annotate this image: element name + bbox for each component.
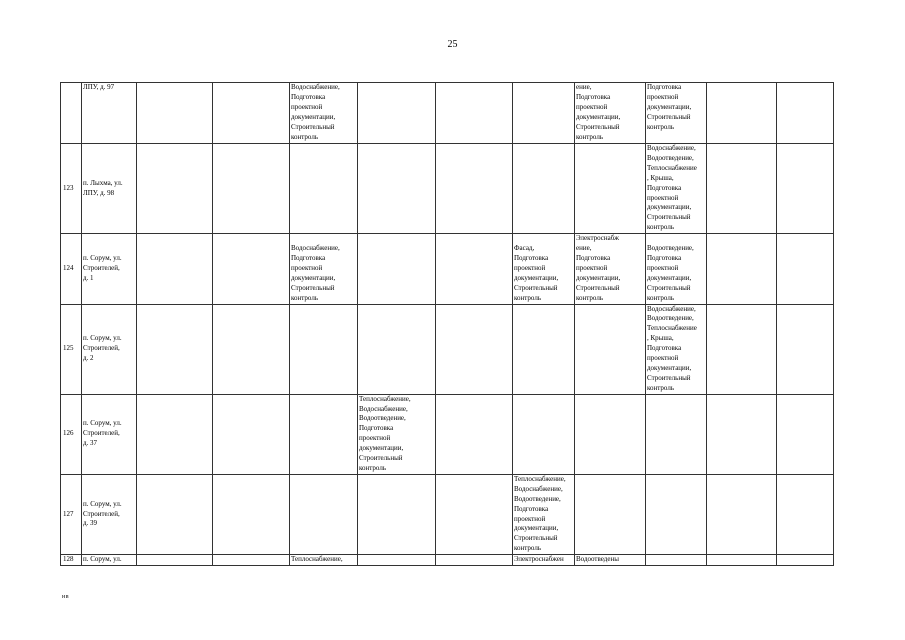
row-number: 127 xyxy=(61,474,82,554)
works-cell xyxy=(290,474,358,554)
works-cell xyxy=(290,394,358,474)
works-cell xyxy=(575,144,646,234)
empty-cell xyxy=(213,394,290,474)
works-cell xyxy=(646,555,707,566)
table-row xyxy=(61,144,834,234)
table-row xyxy=(61,474,834,554)
row-number: 124 xyxy=(61,234,82,304)
works-cell xyxy=(575,394,646,474)
works-cell xyxy=(575,304,646,394)
row-number: 128 xyxy=(61,555,82,566)
empty-cell xyxy=(213,304,290,394)
empty-cell xyxy=(213,555,290,566)
works-cell xyxy=(513,304,575,394)
empty-cell xyxy=(707,234,777,304)
empty-cell xyxy=(137,474,213,554)
works-cell xyxy=(358,144,436,234)
empty-cell xyxy=(777,83,834,144)
empty-cell xyxy=(707,83,777,144)
works-cell xyxy=(513,83,575,144)
address-cell: ЛПУ, д. 97 xyxy=(82,83,137,144)
works-cell: Теплоснабжение, xyxy=(290,555,358,566)
empty-cell xyxy=(707,394,777,474)
empty-cell xyxy=(137,555,213,566)
works-cell xyxy=(646,474,707,554)
works-cell xyxy=(358,304,436,394)
works-cell: Фасад, Подготовка проектной документации, Строительный контроль xyxy=(513,234,575,304)
row-number: 123 xyxy=(61,144,82,234)
empty-cell xyxy=(213,83,290,144)
address-cell: п. Сорум, ул. Строителей, д. 39 xyxy=(82,474,137,554)
works-cell: Водоснабжение, Подготовка проектной документации, Строительный контроль xyxy=(290,234,358,304)
table-row xyxy=(61,83,834,144)
empty-cell xyxy=(777,555,834,566)
table-row xyxy=(61,394,834,474)
address-cell: п. Сорум, ул. Строителей, д. 37 xyxy=(82,394,137,474)
works-cell xyxy=(513,394,575,474)
empty-cell xyxy=(777,394,834,474)
page-number: 25 xyxy=(447,39,458,50)
empty-cell xyxy=(137,83,213,144)
empty-cell xyxy=(707,144,777,234)
empty-cell xyxy=(436,474,513,554)
empty-cell xyxy=(137,234,213,304)
works-cell: Теплоснабжение, Водоснабжение, Водоотведение, Подготовка проектной документации, Строительный контроль xyxy=(358,394,436,474)
empty-cell xyxy=(213,474,290,554)
work-plan-table xyxy=(60,82,834,566)
works-cell: Водоснабжение, Водоотведение, Теплоснабжение , Крыша, Подготовка проектной документации, Строительный контроль xyxy=(646,304,707,394)
address-cell: п. Сорум, ул. Строителей, д. 1 xyxy=(82,234,137,304)
row-number xyxy=(61,83,82,144)
empty-cell xyxy=(707,474,777,554)
works-cell xyxy=(358,83,436,144)
works-cell xyxy=(290,144,358,234)
works-cell xyxy=(290,304,358,394)
row-number: 125 xyxy=(61,304,82,394)
works-cell: Электроснабжен xyxy=(513,555,575,566)
empty-cell xyxy=(777,144,834,234)
address-cell: п. Сорум, ул. Строителей, д. 2 xyxy=(82,304,137,394)
works-cell: Водоснабжение, Водоотведение, Теплоснабжение , Крыша, Подготовка проектной документации, Строительный контроль xyxy=(646,144,707,234)
empty-cell xyxy=(436,83,513,144)
table-row xyxy=(61,304,834,394)
works-cell: Водоснабжение, Подготовка проектной документации, Строительный контроль xyxy=(290,83,358,144)
works-cell: Водоотведение, Подготовка проектной документации, Строительный контроль xyxy=(646,234,707,304)
table-row xyxy=(61,555,834,566)
works-cell xyxy=(358,555,436,566)
empty-cell xyxy=(436,394,513,474)
empty-cell xyxy=(137,394,213,474)
empty-cell xyxy=(777,234,834,304)
empty-cell xyxy=(436,555,513,566)
empty-cell xyxy=(213,234,290,304)
address-cell: п. Сорум, ул. xyxy=(82,555,137,566)
empty-cell xyxy=(436,234,513,304)
empty-cell xyxy=(137,144,213,234)
footer-mark: нв xyxy=(62,594,70,600)
works-cell xyxy=(513,144,575,234)
works-cell xyxy=(358,474,436,554)
empty-cell xyxy=(777,474,834,554)
works-cell: Теплоснабжение, Водоснабжение, Водоотведение, Подготовка проектной документации, Строительный контроль xyxy=(513,474,575,554)
row-number: 126 xyxy=(61,394,82,474)
empty-cell xyxy=(137,304,213,394)
table-row xyxy=(61,234,834,304)
empty-cell xyxy=(436,304,513,394)
works-cell: Электроснабж ение, Подготовка проектной документации, Строительный контроль xyxy=(575,234,646,304)
works-cell: Подготовка проектной документации, Строительный контроль xyxy=(646,83,707,144)
address-cell: п. Лыхма, ул. ЛПУ, д. 98 xyxy=(82,144,137,234)
works-cell xyxy=(646,394,707,474)
empty-cell xyxy=(777,304,834,394)
works-cell xyxy=(575,474,646,554)
empty-cell xyxy=(707,304,777,394)
works-cell xyxy=(358,234,436,304)
empty-cell xyxy=(213,144,290,234)
empty-cell xyxy=(436,144,513,234)
empty-cell xyxy=(707,555,777,566)
works-cell: Водоотведены xyxy=(575,555,646,566)
works-cell: ение, Подготовка проектной документации, Строительный контроль xyxy=(575,83,646,144)
